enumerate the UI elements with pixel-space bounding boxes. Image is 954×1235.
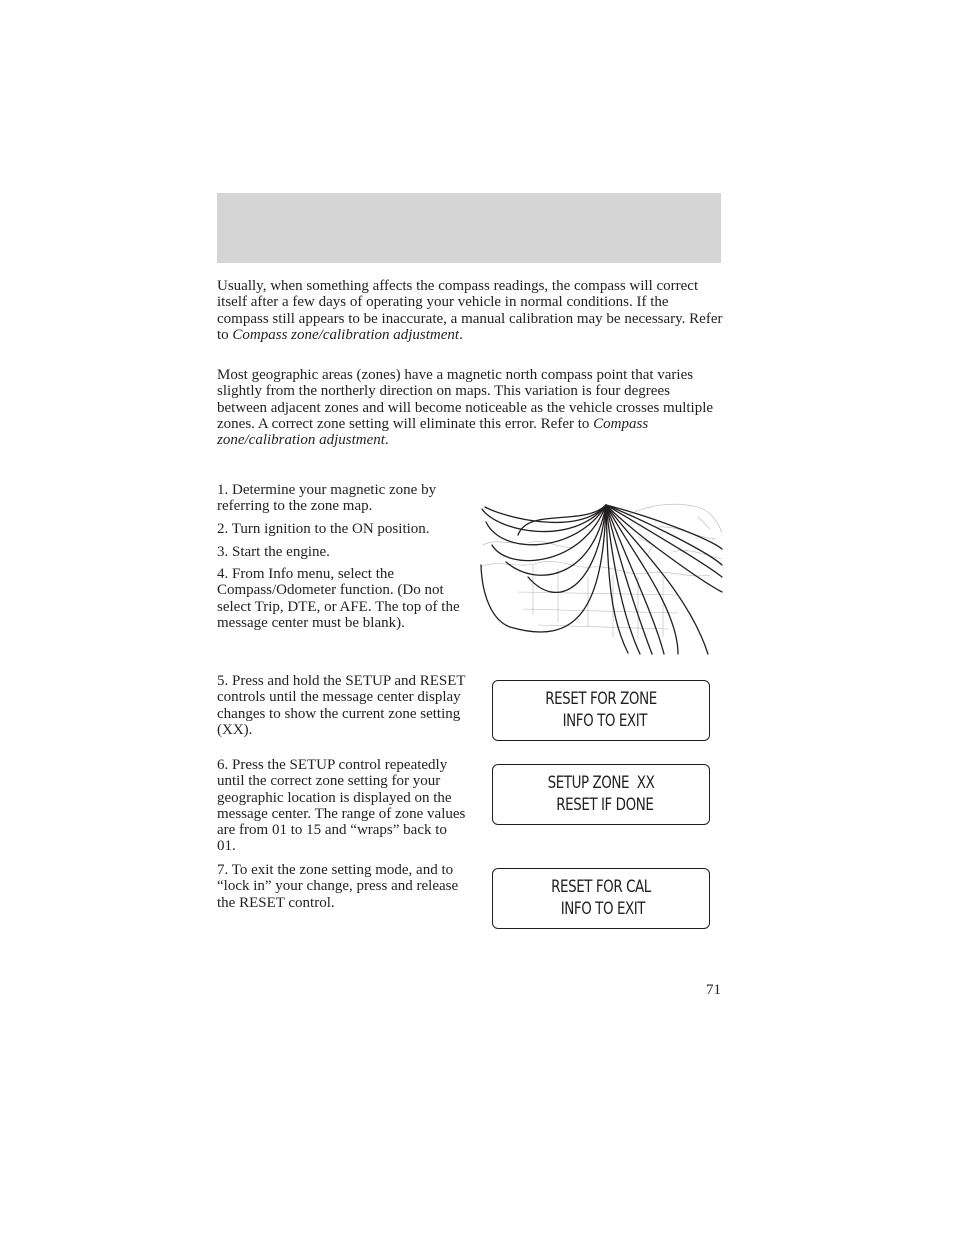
step-2: 2. Turn ignition to the ON position. [217,521,430,537]
display-line-1: SETUP ZONE XX [547,773,655,793]
step-3: 3. Start the engine. [217,544,330,560]
zone-map-image [478,497,724,657]
message-center-display-setup [492,764,710,825]
display-line-1: RESET FOR CAL [551,877,651,897]
intro-paragraph-2: Most geographic areas (zones) have a magnetic north compass point that varies slightly from the northerly direction on maps. This variation is four degrees between adjacent zones and will become noticeable as the vehicle crosses multiple zones. A correct zone setting will eliminate this error. Refer to Compass zone/calibration adjustment. [217,367,714,449]
calibration-reference: Compass zone/calibration adjustment [217,415,649,449]
calibration-reference: Compass zone/calibration adjustment [232,326,460,343]
step-4: 4. From Info menu, select the Compass/Odometer function. (Do not select Trip, DTE, or AFE. The top of the message center must be blank). [217,566,460,631]
page-number: 71 [706,982,721,998]
step-1: 1. Determine your magnetic zone by referring to the zone map. [217,482,437,515]
step-7: 7. To exit the zone setting mode, and to “lock in” your change, press and release the RESET control. [217,862,459,911]
display-line-2: RESET IF DONE [548,795,654,815]
section-header-band [217,193,721,263]
display-line-2: INFO TO EXIT [556,899,646,919]
message-center-display-cal [492,868,710,929]
step-6: 6. Press the SETUP control repeatedly until the correct zone setting for your geographic location is displayed on the message center. The range of zone values are from 01 to 15 and “wraps” back to 01. [217,757,466,855]
display-line-1: RESET FOR ZONE [545,689,657,709]
display-line-2: INFO TO EXIT [554,711,648,731]
step-5: 5. Press and hold the SETUP and RESET controls until the message center display changes to show the current zone setting (XX). [217,673,466,738]
intro-paragraph-1: Usually, when something affects the compass readings, the compass will correct itself after a few days of operating your vehicle in normal conditions. If the compass still appears to be inaccurate, a manual calibration may be necessary. Refer to Compass zone/calibration adjustment. [217,278,723,343]
message-center-display-zone [492,680,710,741]
